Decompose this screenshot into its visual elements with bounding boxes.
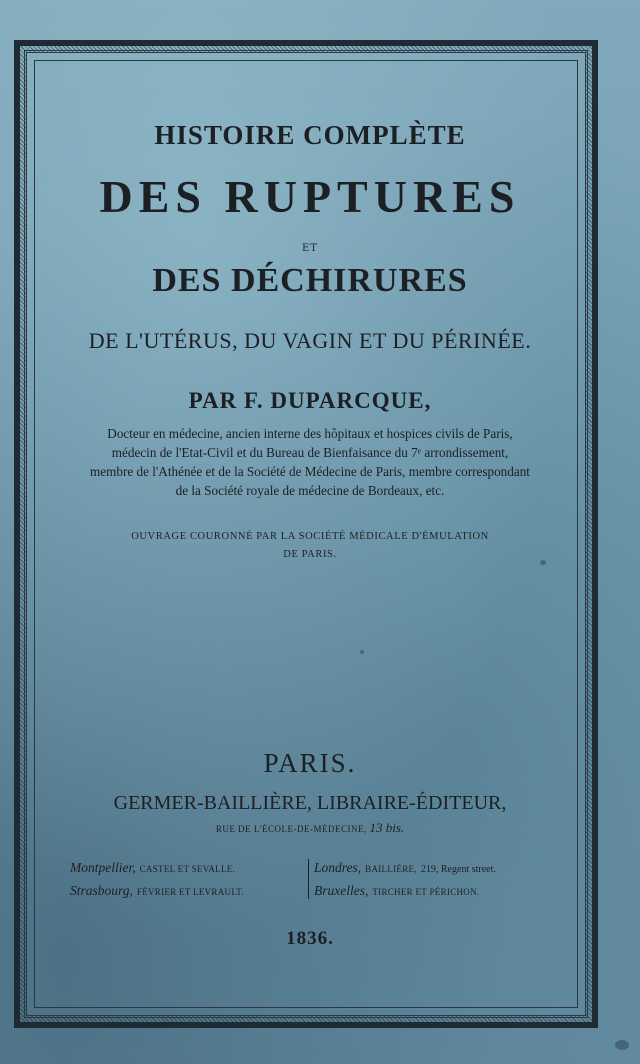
agent-names: FÉVRIER ET LEVRAULT.	[136, 887, 244, 897]
title-line-3: DES DÉCHIRURES	[152, 262, 468, 299]
author-description-line: Docteur en médecine, ancien interne des hôpitaux et hospices civils de Paris,	[107, 426, 513, 441]
title-conjunction: ET	[302, 243, 318, 254]
agents-divider	[308, 859, 309, 899]
title-line-1: HISTOIRE COMPLÈTE	[154, 120, 466, 150]
agents-right-column	[314, 857, 496, 903]
agent-names: CASTEL ET SEVALLE.	[139, 864, 236, 874]
agent-names: TIRCHER ET PÉRICHON.	[372, 887, 480, 897]
award-line-1: OUVRAGE COURONNÉ PAR LA SOCIÉTÉ MÉDICALE D'ÉMULATION	[131, 531, 489, 542]
agents-left-column	[70, 857, 244, 903]
agent-address: 219, Regent street.	[420, 864, 496, 875]
agent-names: BAILLIÈRE,	[365, 864, 417, 874]
award-line-2: DE PARIS.	[283, 549, 337, 560]
award-notice	[40, 528, 580, 564]
author-description-line: médecin de l'Etat-Civil et du Bureau de Bienfaisance du 7ᵉ arrondissement,	[111, 445, 509, 460]
author-description-line: membre de l'Athénée et de la Société de Médecine de Paris, membre correspondant	[90, 464, 530, 479]
author-byline: PAR F. DUPARCQUE,	[188, 388, 432, 413]
imprint-address	[40, 820, 580, 836]
address-street: RUE DE L'ÉCOLE-DE-MÉDECINE,	[215, 824, 367, 834]
title-line-2: DES RUPTURES	[99, 171, 521, 222]
imprint-city: PARIS.	[263, 748, 357, 778]
agents-block	[70, 857, 560, 901]
agent-city: Montpellier,	[70, 860, 136, 875]
author-description	[40, 424, 580, 500]
author-description-line: de la Société royale de médecine de Bordeaux, etc.	[175, 483, 445, 498]
agent-city: Bruxelles,	[314, 883, 369, 898]
publication-year: 1836.	[286, 928, 334, 949]
ink-spot	[615, 1040, 629, 1050]
title-page-content	[40, 60, 580, 1000]
agent-city: Londres,	[314, 860, 362, 875]
agent-city: Strasbourg,	[70, 883, 133, 898]
address-number: 13 bis.	[369, 820, 405, 835]
imprint-publisher: GERMER-BAILLIÈRE, LIBRAIRE-ÉDITEUR,	[113, 792, 507, 814]
title-line-4: DE L'UTÉRUS, DU VAGIN ET DU PÉRINÉE.	[88, 328, 532, 353]
